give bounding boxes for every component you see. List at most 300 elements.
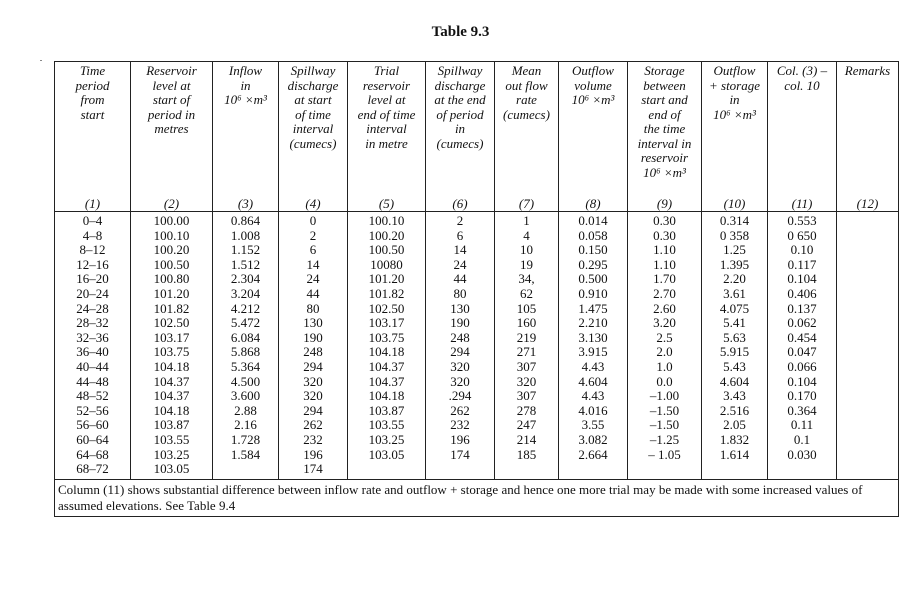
table-cell: 0.364 xyxy=(787,402,817,418)
table-cell: –1.00 xyxy=(649,388,680,404)
table-cell xyxy=(837,287,898,302)
header-line: Outflow xyxy=(572,63,614,78)
table-cell: 19 xyxy=(520,256,533,272)
header-line: Trial xyxy=(373,63,400,78)
table-cell: 1.512 xyxy=(230,256,261,272)
column-header-5 xyxy=(348,62,426,212)
column-values-9 xyxy=(628,212,702,480)
table-cell: 196 xyxy=(303,446,323,462)
column-number: (8) xyxy=(585,195,601,211)
header-line: reservoir xyxy=(362,77,411,93)
table-cell: 0.30 xyxy=(653,213,676,228)
footnote: Column (11) shows substantial difference between inflow rate and outflow + storage and hence one more trial may be made with some increased values of assumed elevations. See Table 9.4 xyxy=(55,479,899,516)
column-values-5 xyxy=(348,212,426,480)
table-cell: 0.30 xyxy=(653,227,676,243)
table-cell xyxy=(768,462,836,477)
column-header-11 xyxy=(768,62,837,212)
table-cell: –1.25 xyxy=(649,431,680,447)
table-cell: 320 xyxy=(450,373,470,389)
table-cell: 100.50 xyxy=(153,256,190,272)
header-line: 10⁶ ×m³ xyxy=(224,92,267,107)
column-header-8 xyxy=(559,62,628,212)
table-cell: 3.61 xyxy=(723,285,746,301)
table-cell: 100.20 xyxy=(153,242,190,258)
header-line: 10⁶ ×m³ xyxy=(571,92,615,107)
header-line: at the end xyxy=(434,92,486,107)
table-cell: 103.75 xyxy=(368,329,405,345)
table-cell: 100.80 xyxy=(153,271,190,287)
column-header-7 xyxy=(495,62,559,212)
table-cell: 0.066 xyxy=(787,358,817,374)
table-cell: 28–32 xyxy=(76,315,109,331)
table-cell: 0.0 xyxy=(656,373,673,389)
table-cell: 248 xyxy=(303,344,323,360)
table-cell: 0.047 xyxy=(787,344,817,360)
table-cell: 64–68 xyxy=(76,446,109,462)
table-cell: 5.63 xyxy=(723,329,746,345)
header-line: Inflow xyxy=(228,63,263,78)
table-cell: 104.18 xyxy=(153,402,190,418)
table-cell: 2.304 xyxy=(230,271,261,287)
table-cell: 190 xyxy=(450,315,470,331)
header-line: from xyxy=(80,92,105,107)
table-cell: 103.55 xyxy=(153,431,190,447)
table-cell: 4.43 xyxy=(581,388,605,404)
table-cell xyxy=(837,375,898,390)
table-cell: 48–52 xyxy=(76,388,109,404)
table-cell: 0.454 xyxy=(787,329,817,345)
header-line: of time xyxy=(295,106,331,122)
header-line: (cumecs) xyxy=(289,135,337,151)
table-cell: 248 xyxy=(450,329,470,345)
column-header-3 xyxy=(213,62,279,212)
table-cell: 232 xyxy=(303,431,323,447)
table-cell: 271 xyxy=(516,344,537,360)
table-cell: 320 xyxy=(450,358,470,374)
table-cell: 307 xyxy=(516,358,537,374)
table-cell: 0.295 xyxy=(578,256,608,272)
table-cell: 44–48 xyxy=(76,373,109,389)
table-cell: 262 xyxy=(450,402,470,418)
header-line: at start xyxy=(294,92,332,107)
table-cell: 4.43 xyxy=(581,358,605,374)
table-cell: 101.20 xyxy=(368,271,405,287)
table-cell xyxy=(837,433,898,448)
table-cell xyxy=(426,462,494,477)
table-cell: 3.43 xyxy=(723,388,746,404)
table-cell: 100.50 xyxy=(368,242,405,258)
table-cell: 103.17 xyxy=(153,329,190,345)
table-cell: 2.88 xyxy=(234,402,257,418)
table-cell: 6 xyxy=(309,242,317,258)
data-row xyxy=(55,212,899,480)
table-cell: 160 xyxy=(516,315,537,331)
table-cell: 44 xyxy=(306,285,320,301)
table-cell xyxy=(837,389,898,404)
table-cell: 52–56 xyxy=(76,402,109,418)
column-values-8 xyxy=(559,212,628,480)
header-line: rate xyxy=(516,92,537,107)
header-line: between xyxy=(643,77,686,93)
table-cell: 1.395 xyxy=(719,256,750,272)
table-cell: 80 xyxy=(453,285,467,301)
table-cell xyxy=(837,229,898,244)
table-cell: 2.60 xyxy=(653,300,676,316)
corner-mark xyxy=(40,60,42,61)
table-cell: 2.16 xyxy=(234,417,257,433)
header-line: volume xyxy=(574,77,612,93)
column-number: (3) xyxy=(237,195,254,211)
header-line: (cumecs) xyxy=(436,135,484,151)
table-cell: 185 xyxy=(516,446,537,462)
table-cell: 105 xyxy=(516,300,537,316)
table-cell: 10 xyxy=(520,242,533,258)
table-cell: 2.20 xyxy=(723,271,746,287)
table-cell: 104.37 xyxy=(368,358,405,374)
table-cell: 4.212 xyxy=(230,300,261,316)
table-cell: 0.058 xyxy=(578,227,608,243)
table-cell: 0.170 xyxy=(787,388,817,404)
table-cell: 2.0 xyxy=(656,344,673,360)
column-values-3 xyxy=(213,212,279,480)
header-line: Outflow xyxy=(713,63,756,78)
table-cell: 0–4 xyxy=(82,213,103,228)
table-cell: 294 xyxy=(303,402,323,418)
table-cell: 307 xyxy=(516,388,537,404)
header-line: level at xyxy=(152,77,191,93)
table-cell: 247 xyxy=(516,417,537,433)
header-line: level at xyxy=(367,92,406,107)
table-cell: 219 xyxy=(516,329,537,345)
table-cell: 320 xyxy=(303,388,323,404)
header-line: in xyxy=(454,121,466,136)
table-cell: 60–64 xyxy=(76,431,109,447)
header-line: end of xyxy=(648,106,681,122)
table-title: Table 9.3 xyxy=(431,24,490,40)
header-line: interval xyxy=(292,121,334,136)
table-cell: 320 xyxy=(303,373,323,389)
table-cell: 0.864 xyxy=(230,213,261,228)
column-header-6 xyxy=(426,62,495,212)
table-cell: 16–20 xyxy=(76,271,109,287)
table-cell: 103.05 xyxy=(153,461,190,477)
table-cell xyxy=(837,272,898,287)
column-header-4 xyxy=(279,62,348,212)
table-cell: 103.87 xyxy=(153,417,190,433)
table-cell: 0.104 xyxy=(787,271,817,287)
table-cell: 0 358 xyxy=(719,227,750,243)
table-cell: 1.10 xyxy=(653,256,676,272)
table-cell: 190 xyxy=(303,329,323,345)
table-cell: 294 xyxy=(450,344,470,360)
table-cell: 68–72 xyxy=(76,461,109,477)
table-cell: 1 xyxy=(523,213,530,228)
header-line: Spillway xyxy=(437,63,483,78)
column-values-10 xyxy=(702,212,768,480)
table-cell: 100.10 xyxy=(368,213,405,228)
table-cell: 6.084 xyxy=(230,329,261,345)
table-cell: 2.5 xyxy=(656,329,673,345)
table-cell: 3.130 xyxy=(578,329,608,345)
table-cell: 214 xyxy=(516,431,537,447)
table-cell: 130 xyxy=(303,315,323,331)
table-cell: 2.05 xyxy=(723,417,746,433)
table-cell: – 1.05 xyxy=(648,446,681,462)
table-cell: 262 xyxy=(303,417,323,433)
table-cell xyxy=(837,214,898,229)
table-cell: 4.604 xyxy=(719,373,750,389)
column-header-10 xyxy=(702,62,768,212)
table-cell xyxy=(837,462,898,477)
column-header-1 xyxy=(55,62,131,212)
header-line: out flow xyxy=(505,77,548,93)
table-cell: 101.82 xyxy=(368,285,405,301)
header-line: period xyxy=(75,77,110,93)
table-cell: 174 xyxy=(303,461,323,477)
table-cell: 6 xyxy=(456,227,464,243)
table-cell: 32–36 xyxy=(76,329,109,345)
table-cell: 103.75 xyxy=(153,344,190,360)
table-cell xyxy=(702,462,767,477)
table-cell: 0.150 xyxy=(578,242,608,258)
table-cell: 130 xyxy=(450,300,470,316)
header-line: in xyxy=(729,92,740,107)
table-cell: 5.915 xyxy=(719,344,750,360)
table-cell: 0.406 xyxy=(787,285,817,301)
table-cell: 278 xyxy=(516,402,537,418)
table-cell xyxy=(837,345,898,360)
column-number: (5) xyxy=(378,195,395,211)
header-line: in xyxy=(240,77,251,93)
header-line: discharge xyxy=(287,77,339,93)
table-cell: 0.137 xyxy=(787,300,817,316)
table-cell: 40–44 xyxy=(76,358,109,374)
table-cell: 1.008 xyxy=(230,227,261,243)
header-line: Remarks xyxy=(844,63,891,78)
column-number: (6) xyxy=(452,195,468,211)
table-cell: 2 xyxy=(309,227,317,243)
table-cell: 196 xyxy=(450,431,470,447)
table-cell: .294 xyxy=(448,388,472,404)
table-cell: 102.50 xyxy=(368,300,405,316)
table-cell: 0.314 xyxy=(719,213,750,228)
table-cell: 0.117 xyxy=(787,256,817,272)
table-cell: 0.014 xyxy=(578,213,608,228)
column-number: (9) xyxy=(656,195,673,211)
column-number: (4) xyxy=(305,195,321,211)
column-values-1 xyxy=(55,212,131,480)
column-number: (10) xyxy=(723,195,746,211)
table-cell: 100.20 xyxy=(368,227,405,243)
table-cell xyxy=(837,404,898,419)
table-cell: 80 xyxy=(306,300,320,316)
table-cell: 14 xyxy=(306,256,320,272)
table-cell: 2 xyxy=(456,213,464,228)
header-line: metres xyxy=(154,121,189,136)
table-cell: 104.37 xyxy=(153,388,190,404)
column-number: (2) xyxy=(163,195,180,211)
table-cell: 2.516 xyxy=(719,402,750,418)
column-values-6 xyxy=(426,212,495,480)
header-line: Reservoir xyxy=(146,63,197,78)
table-cell: –1.50 xyxy=(649,402,680,418)
table-cell xyxy=(628,462,701,477)
header-line: Col. (3) – xyxy=(776,63,828,78)
table-cell: 0.500 xyxy=(578,271,608,287)
table-cell: 5.41 xyxy=(723,315,746,331)
table-cell: 34, xyxy=(518,271,535,287)
table-cell: 103.25 xyxy=(368,431,405,447)
table-cell: 1.475 xyxy=(578,300,608,316)
table-cell: 0.910 xyxy=(578,285,608,301)
table-cell: 8–12 xyxy=(79,242,106,258)
table-cell: –1.50 xyxy=(649,417,680,433)
table-cell: 294 xyxy=(303,358,323,374)
table-cell xyxy=(837,448,898,463)
table-cell: 0 650 xyxy=(787,227,817,243)
table-cell: 20–24 xyxy=(76,285,109,301)
table-cell: 5.472 xyxy=(230,315,261,331)
table-cell: 0.1 xyxy=(793,431,811,447)
table-cell: 103.87 xyxy=(368,402,405,418)
table-cell: 3.600 xyxy=(230,388,261,404)
column-values-12 xyxy=(837,212,899,480)
table-cell: 3.20 xyxy=(653,315,676,331)
table-cell: 14 xyxy=(453,242,467,258)
table-cell: 24–28 xyxy=(76,300,109,316)
table-cell: 1.584 xyxy=(230,446,261,462)
table-cell: 104.37 xyxy=(368,373,405,389)
table-cell: 0.104 xyxy=(787,373,817,389)
table-cell xyxy=(495,462,558,477)
table-cell: 174 xyxy=(450,446,470,462)
table-cell: 4.500 xyxy=(230,373,261,389)
table-cell: 4–8 xyxy=(82,227,103,243)
table-cell: 0.10 xyxy=(790,242,814,258)
header-line: Spillway xyxy=(290,63,336,78)
table-cell: 1.25 xyxy=(723,242,746,258)
table-cell xyxy=(837,243,898,258)
table-cell xyxy=(837,360,898,375)
header-line: Mean xyxy=(511,63,542,78)
header-line: start xyxy=(80,106,105,122)
header-line: Time xyxy=(79,63,106,78)
column-values-4 xyxy=(279,212,348,480)
header-line: interval xyxy=(366,121,407,136)
table-cell: 12–16 xyxy=(76,256,109,272)
table-cell: 1.70 xyxy=(653,271,676,287)
reservoir-routing-table xyxy=(54,61,899,517)
header-line: + storage xyxy=(708,77,761,93)
table-cell: 103.17 xyxy=(368,315,405,331)
table-cell: 3.082 xyxy=(578,431,608,447)
table-cell: 24 xyxy=(306,271,320,287)
table-cell: 103.25 xyxy=(153,446,190,462)
header-line: Storage xyxy=(644,63,685,78)
table-cell: 232 xyxy=(450,417,470,433)
table-cell: 100.10 xyxy=(153,227,190,243)
header-line: (cumecs) xyxy=(503,106,550,122)
table-cell: 4 xyxy=(523,227,530,243)
header-line: the time xyxy=(643,121,686,136)
table-cell: 1.832 xyxy=(719,431,750,447)
header-line: reservoir xyxy=(640,150,689,165)
table-cell: 1.152 xyxy=(230,242,261,258)
column-values-11 xyxy=(768,212,837,480)
table-cell: 5.868 xyxy=(230,344,261,360)
table-cell: 4.075 xyxy=(719,300,750,316)
table-cell: 10080 xyxy=(370,256,403,272)
table-cell: 44 xyxy=(453,271,467,287)
table-cell: 0 xyxy=(309,213,317,228)
table-cell: 104.37 xyxy=(153,373,190,389)
table-cell: 4.016 xyxy=(578,402,608,418)
header-line: 10⁶ ×m³ xyxy=(713,106,756,122)
table-cell: 0.11 xyxy=(790,417,814,433)
column-values-2 xyxy=(131,212,213,480)
table-cell: 2.664 xyxy=(578,446,608,462)
table-cell: 4.604 xyxy=(578,373,608,389)
column-number: (11) xyxy=(791,195,813,211)
table-cell: 100.00 xyxy=(153,213,190,228)
table-cell xyxy=(837,316,898,331)
table-cell xyxy=(348,462,425,477)
header-line: col. 10 xyxy=(784,77,820,93)
table-cell: 24 xyxy=(453,256,467,272)
table-cell xyxy=(213,462,278,477)
column-number: (12) xyxy=(856,195,879,211)
table-cell: 3.55 xyxy=(581,417,605,433)
column-header-9 xyxy=(628,62,702,212)
table-cell: 104.18 xyxy=(153,358,190,374)
header-line: in metre xyxy=(365,135,408,151)
table-cell xyxy=(837,418,898,433)
table-cell: 56–60 xyxy=(76,417,109,433)
table-cell xyxy=(837,302,898,317)
table-cell: 1.0 xyxy=(656,358,673,374)
table-cell: 101.82 xyxy=(153,300,190,316)
table-cell: 1.614 xyxy=(719,446,750,462)
table-cell: 5.43 xyxy=(723,358,746,374)
table-cell xyxy=(559,462,627,477)
header-line: start and xyxy=(641,92,688,107)
header-line: 10⁶ ×m³ xyxy=(643,164,686,180)
header-line: interval in xyxy=(637,135,692,151)
table-cell: 104.18 xyxy=(368,344,405,360)
table-cell: 1.10 xyxy=(653,242,676,258)
table-cell: 62 xyxy=(520,285,533,301)
table-cell: 104.18 xyxy=(368,388,405,404)
column-number: (7) xyxy=(518,195,535,211)
table-cell: 3.915 xyxy=(578,344,608,360)
table-cell: 2.70 xyxy=(653,285,676,301)
table-cell: 103.55 xyxy=(368,417,405,433)
table-cell: 5.364 xyxy=(230,358,261,374)
table-cell: 0.062 xyxy=(787,315,817,331)
table-cell xyxy=(837,258,898,273)
table-cell: 102.50 xyxy=(153,315,190,331)
header-line: discharge xyxy=(434,77,486,93)
table-cell: 0.030 xyxy=(787,446,817,462)
header-line: start of xyxy=(152,92,191,107)
header-line: end of time xyxy=(357,106,416,122)
header-line: period in xyxy=(147,106,196,122)
column-number: (1) xyxy=(84,195,101,211)
table-cell xyxy=(837,331,898,346)
column-header-12 xyxy=(837,62,899,212)
table-cell: 2.210 xyxy=(578,315,608,331)
table-cell: 0.553 xyxy=(787,213,817,228)
